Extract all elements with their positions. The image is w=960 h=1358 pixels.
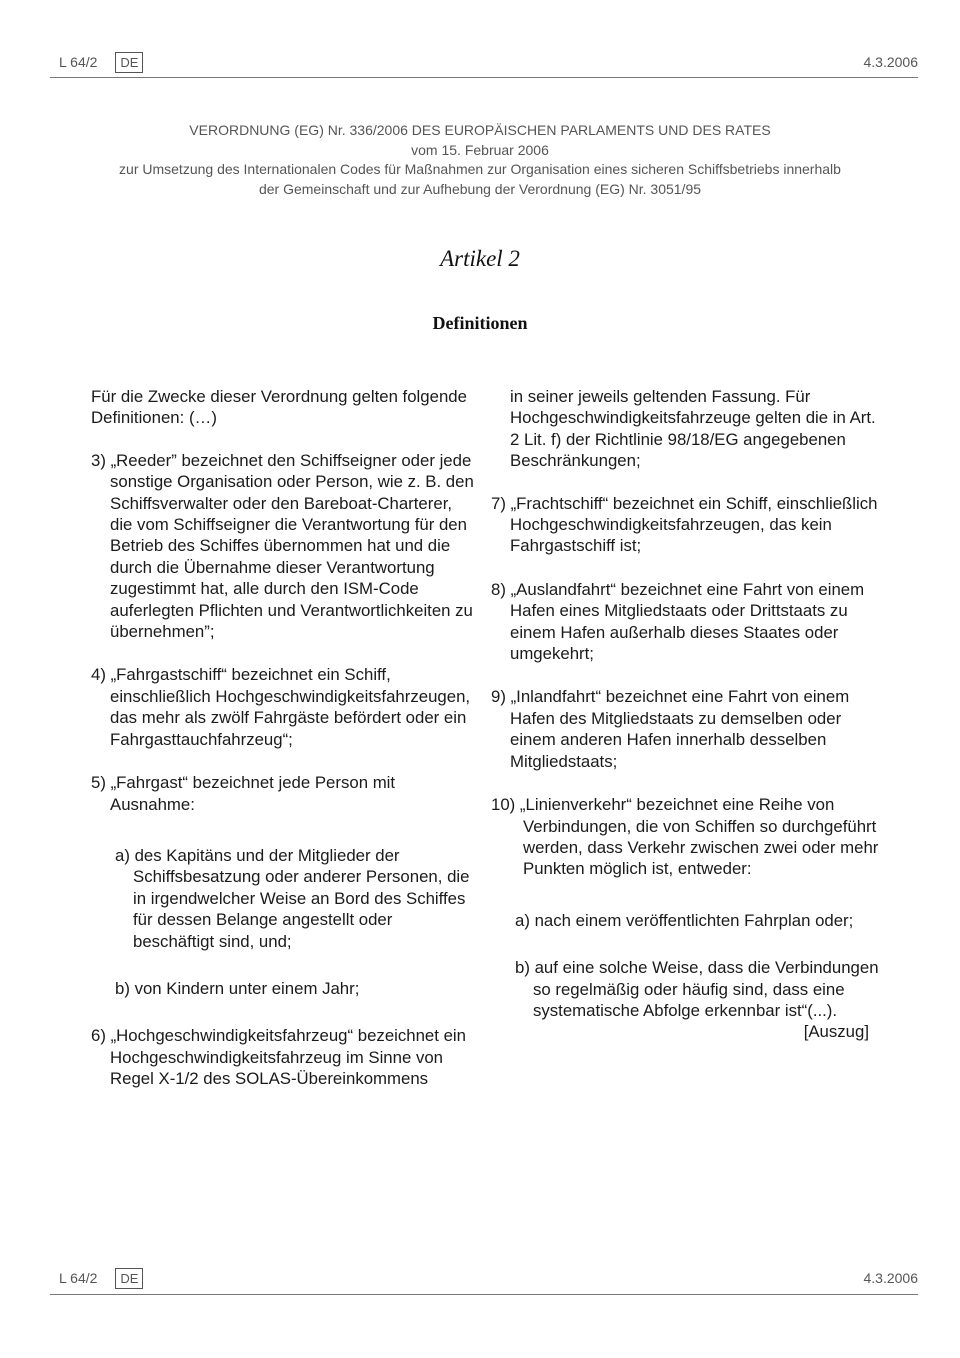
page-footer <box>50 1263 918 1293</box>
definition-item-5a: a) des Kapitäns und der Mitglieder der Schiffsbesatzung oder anderer Personen, die in irgendwelcher Weise an Bord des Schiffes für dessen Belange angestellt oder beschäftigt sind, und; <box>115 845 470 951</box>
definition-item-10: 10) „Linienverkehr“ bezeichnet eine Reihe von Verbindungen, die von Schiffen so durchgeführt werden, dass Verkehr zwischen zwei oder mehr Punkten möglich ist, entweder: <box>491 795 879 879</box>
definition-item-3: 3) „Reeder” bezeichnet den Schiffseigner oder jede sonstige Organisation oder Person, wie z. B. den Schiffsverwalter oder den Bareboat-Charterer, die vom Schiffseigner die Verantwortung für den Betrieb des Schiffes übernommen hat und die durch die Übernahme dieser Verantwortung zugestimmt hat, alle durch den ISM-Code auferlegten Pflichten und Verantwortlichkeiten zu übernehmen”; <box>91 450 474 642</box>
definition-item-8: 8) „Auslandfahrt“ bezeichnet eine Fahrt von einem Hafen eines Mitgliedstaats oder Drittstaats zu einem Hafen außerhalb dieses Staates oder umgekehrt; <box>491 579 865 664</box>
definition-item-9: 9) „Inlandfahrt“ bezeichnet eine Fahrt von einem Hafen des Mitgliedstaats zu demselben oder einem anderen Hafen innerhalb desselben Mitgliedstaats; <box>491 687 850 771</box>
header-reference: L 64/2 <box>59 54 98 70</box>
definition-item-10b: b) auf eine solche Weise, dass die Verbindungen so regelmäßig oder häufig sind, dass eine systematische Abfolge erkennbar ist“(...). <box>515 958 879 1020</box>
regulation-title-line-4: der Gemeinschaft und zur Aufhebung der Verordnung (EG) Nr. 3051/95 <box>258 180 702 197</box>
definition-item-5: 5) „Fahrgast“ bezeichnet jede Person mit Ausnahme: <box>91 773 396 814</box>
footer-reference: L 64/2 <box>59 1270 98 1286</box>
footer-language-badge: DE <box>115 1268 143 1289</box>
regulation-title-line-1: VERORDNUNG (EG) Nr. 336/2006 DES EUROPÄISCHEN PARLAMENTS UND DES RATES <box>189 122 771 138</box>
article-title: Artikel 2 <box>440 246 520 271</box>
definition-item-7: 7) „Frachtschiff“ bezeichnet ein Schiff, einschließlich Hochgeschwindigkeitsfahrzeugen, das kein Fahrgastschiff ist; <box>491 493 878 556</box>
header-date: 4.3.2006 <box>863 54 918 70</box>
excerpt-note: [Auszug] <box>803 1022 869 1042</box>
header-rule <box>50 77 918 78</box>
footer-rule <box>50 1294 918 1295</box>
regulation-title <box>60 121 900 199</box>
article-subtitle: Definitionen <box>432 313 528 333</box>
regulation-title-line-3: zur Umsetzung des Internationalen Codes für Maßnahmen zur Organisation eines sicheren Schiffsbetriebs innerhalb <box>119 161 841 177</box>
footer-left <box>50 1268 143 1289</box>
definition-item-4: 4) „Fahrgastschiff“ bezeichnet ein Schiff, einschließlich Hochgeschwindigkeitsfahrzeugen, das mehr als zwölf Fahrgäste befördert oder ein Fahrgasttauchfahrzeug“; <box>91 665 471 749</box>
header-language-badge: DE <box>115 52 143 73</box>
definition-item-6-continued: in seiner jeweils geltenden Fassung. Für Hochgeschwindigkeitsfahrzeuge gelten die in Art. 2 Lit. f) der Richtlinie 98/18/EG angegebenen Beschränkungen; <box>510 387 876 471</box>
left-column <box>91 386 476 1112</box>
definition-item-10a: a) nach einem veröffentlichten Fahrplan oder; <box>515 910 854 930</box>
header-left <box>50 52 143 73</box>
definition-item-5b: b) von Kindern unter einem Jahr; <box>115 978 360 998</box>
right-column <box>491 386 881 1060</box>
page-header <box>50 47 918 77</box>
definition-item-6: 6) „Hochgeschwindigkeitsfahrzeug“ bezeichnet ein Hochgeschwindigkeitsfahrzeug im Sinne von Regel X-1/2 des SOLAS-Übereinkommens <box>91 1026 466 1089</box>
regulation-title-line-2: vom 15. Februar 2006 <box>411 141 549 158</box>
footer-date: 4.3.2006 <box>863 1270 918 1286</box>
intro-paragraph: Für die Zwecke dieser Verordnung gelten folgende Definitionen: (…) <box>91 387 467 428</box>
